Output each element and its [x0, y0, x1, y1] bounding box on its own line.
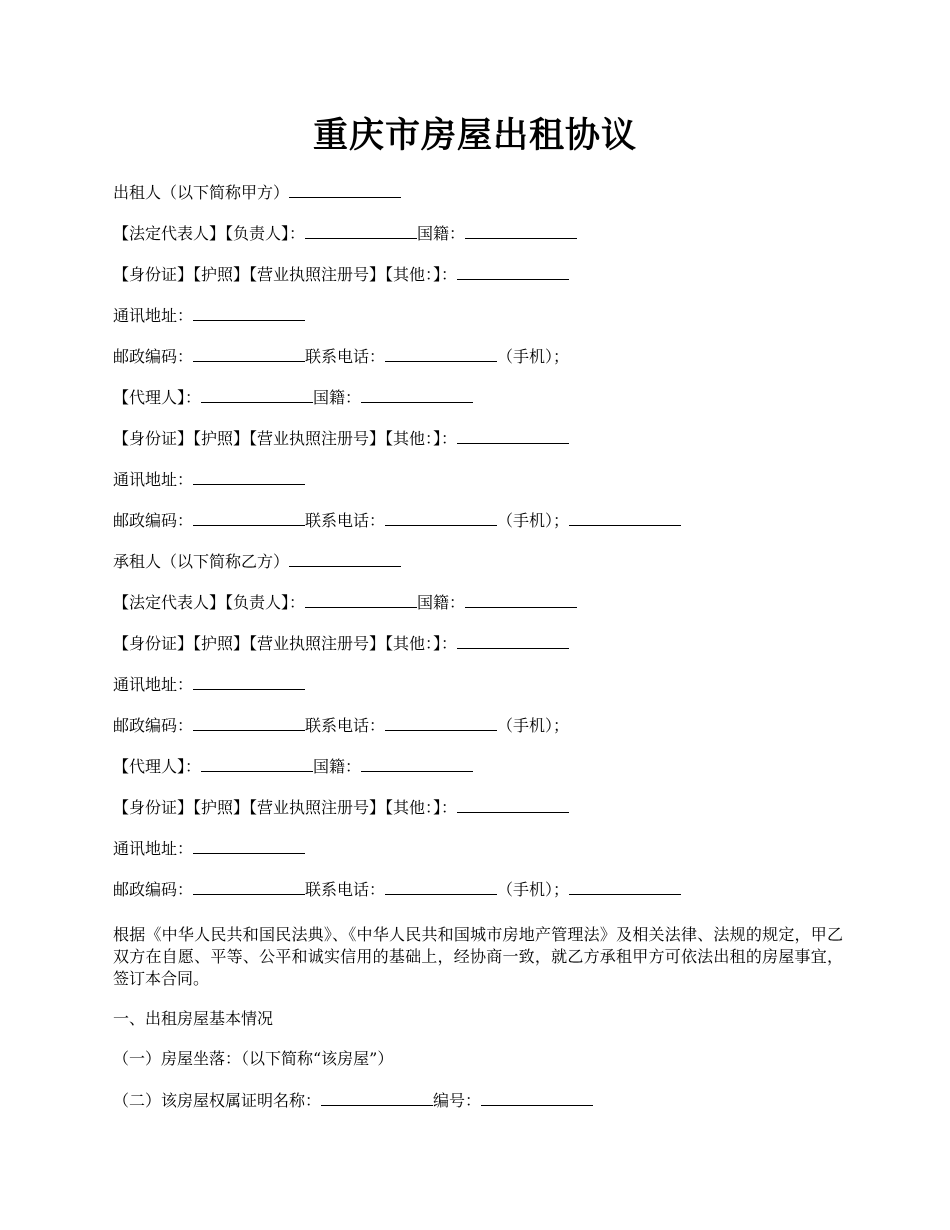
preamble-paragraph: 根据《中华人民共和国民法典》、《中华人民共和国城市房地产管理法》及相关法律、法规的规定，甲乙双方在自愿、平等、公平和诚实信用的基础上，经协商一致，就乙方承租甲方可依法出租的房屋事宜，签订本合同。: [113, 925, 843, 988]
lessor-agent-postcode-line: [113, 510, 681, 532]
lessor-id-label: 【身份证】【护照】【营业执照注册号】【其他：】：: [113, 265, 458, 284]
lessee-nationality-blank[interactable]: [465, 592, 577, 608]
section1-item2-line: [113, 1090, 593, 1112]
lessee-agent-postcode-blank[interactable]: [193, 879, 305, 895]
lessee-nationality-label: 国籍：: [417, 593, 466, 612]
lessee-agent-mobile-label: （手机）；: [497, 880, 570, 899]
certificate-name-blank[interactable]: [321, 1090, 433, 1106]
lessor-postcode-blank[interactable]: [193, 346, 305, 362]
lessee-id-line: [113, 633, 569, 655]
lessor-postcode-label: 邮政编码：: [113, 347, 194, 366]
lessee-agent-line: [113, 756, 473, 778]
section1-item2-number-label: 编号：: [433, 1091, 482, 1110]
lessor-agent-blank[interactable]: [201, 387, 313, 403]
lessee-agent-address-line: [113, 838, 305, 860]
lessor-agent-label: 【代理人】：: [113, 388, 202, 407]
lessee-address-blank[interactable]: [193, 674, 305, 690]
lessor-mobile-label: （手机）；: [497, 347, 570, 366]
lessor-agent-phone-blank[interactable]: [385, 510, 497, 526]
lessor-rep-label: 【法定代表人】【负责人】：: [113, 224, 306, 243]
lessor-agent-id-label: 【身份证】【护照】【营业执照注册号】【其他：】：: [113, 429, 458, 448]
lessor-agent-nationality-blank[interactable]: [361, 387, 473, 403]
lessee-agent-postcode-label: 邮政编码：: [113, 880, 194, 899]
lessor-nationality-blank[interactable]: [465, 223, 577, 239]
section1-item1: （一）房屋坐落：（以下简称“该房屋”）: [113, 1049, 394, 1068]
lessor-id-blank[interactable]: [457, 264, 569, 280]
lessee-agent-blank[interactable]: [201, 756, 313, 772]
lessee-phone-label: 联系电话：: [305, 716, 386, 735]
lessor-agent-id-line: [113, 428, 569, 450]
lessee-agent-phone-label: 联系电话：: [305, 880, 386, 899]
lessor-nationality-label: 国籍：: [417, 224, 466, 243]
lessor-agent-postcode-label: 邮政编码：: [113, 511, 194, 530]
lessee-agent-address-label: 通讯地址：: [113, 839, 194, 858]
lessee-agent-nationality-blank[interactable]: [361, 756, 473, 772]
lessor-name-blank[interactable]: [289, 182, 401, 198]
lessee-phone-blank[interactable]: [385, 715, 497, 731]
lessor-address-label: 通讯地址：: [113, 306, 194, 325]
lessor-phone-label: 联系电话：: [305, 347, 386, 366]
lessee-rep-line: [113, 592, 577, 614]
lessee-agent-id-line: [113, 797, 569, 819]
lessee-agent-extra-blank[interactable]: [569, 879, 681, 895]
section1-item2-label: （二）该房屋权属证明名称：: [113, 1091, 322, 1110]
lessor-agent-line: [113, 387, 473, 409]
lessor-intro-line: [113, 182, 401, 204]
lessee-intro-line: [113, 551, 401, 573]
lessor-agent-extra-blank[interactable]: [569, 510, 681, 526]
lessee-postcode-label: 邮政编码：: [113, 716, 194, 735]
lessee-agent-phone-blank[interactable]: [385, 879, 497, 895]
lessee-agent-id-label: 【身份证】【护照】【营业执照注册号】【其他：】：: [113, 798, 458, 817]
lessor-agent-mobile-label: （手机）；: [497, 511, 570, 530]
lessee-agent-postcode-line: [113, 879, 681, 901]
lessee-rep-blank[interactable]: [305, 592, 417, 608]
lessor-phone-blank[interactable]: [385, 346, 497, 362]
lessor-postcode-line: [113, 346, 569, 368]
lessee-agent-address-blank[interactable]: [193, 838, 305, 854]
lessor-address-line: [113, 305, 305, 327]
lessee-mobile-label: （手机）；: [497, 716, 570, 735]
lessor-agent-nationality-label: 国籍：: [313, 388, 362, 407]
lessor-agent-postcode-blank[interactable]: [193, 510, 305, 526]
lessee-agent-nationality-label: 国籍：: [313, 757, 362, 776]
lessee-name-blank[interactable]: [289, 551, 401, 567]
lessor-agent-id-blank[interactable]: [457, 428, 569, 444]
lessee-id-blank[interactable]: [457, 633, 569, 649]
lessee-postcode-blank[interactable]: [193, 715, 305, 731]
lessor-address-blank[interactable]: [193, 305, 305, 321]
lessor-agent-address-blank[interactable]: [193, 469, 305, 485]
document-title: 重庆市房屋出租协议: [312, 115, 637, 156]
certificate-number-blank[interactable]: [481, 1090, 593, 1106]
lessee-rep-label: 【法定代表人】【负责人】：: [113, 593, 306, 612]
lessee-address-label: 通讯地址：: [113, 675, 194, 694]
lessee-intro: 承租人（以下简称乙方）: [113, 552, 290, 571]
lessee-agent-label: 【代理人】：: [113, 757, 202, 776]
lessee-id-label: 【身份证】【护照】【营业执照注册号】【其他：】：: [113, 634, 458, 653]
lessor-agent-address-label: 通讯地址：: [113, 470, 194, 489]
lessee-agent-id-blank[interactable]: [457, 797, 569, 813]
lessor-rep-line: [113, 223, 577, 245]
section1-heading: 一、出租房屋基本情况: [113, 1009, 274, 1028]
lessor-agent-address-line: [113, 469, 305, 491]
lessor-agent-phone-label: 联系电话：: [305, 511, 386, 530]
lessor-rep-blank[interactable]: [305, 223, 417, 239]
lessor-id-line: [113, 264, 569, 286]
lessor-intro: 出租人（以下简称甲方）: [113, 183, 290, 202]
lessee-address-line: [113, 674, 305, 696]
lessee-postcode-line: [113, 715, 569, 737]
